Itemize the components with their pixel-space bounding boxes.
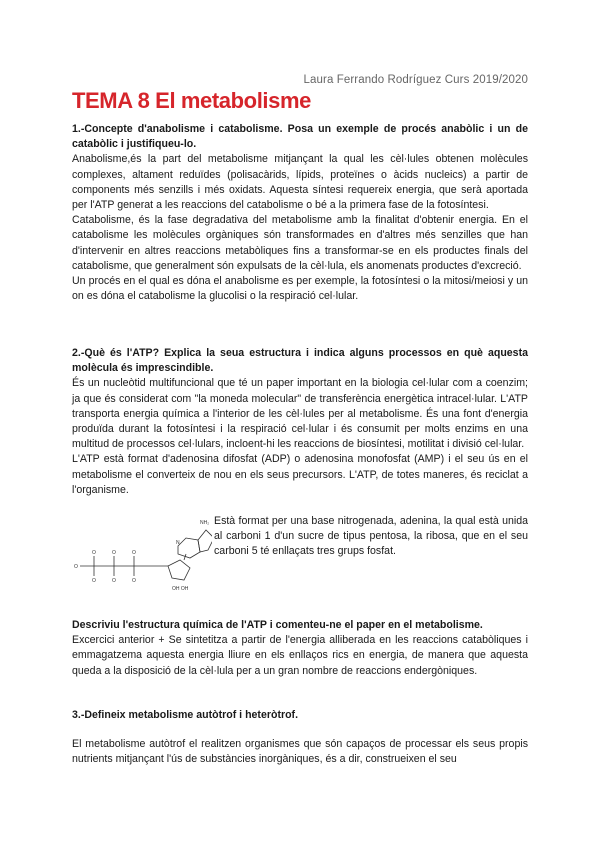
section-1 xyxy=(72,122,528,304)
atp-structure-text xyxy=(214,514,528,560)
question-2-paragraph-3: Està format per una base nitrogenada, adenina, la qual està unida al carboni 1 d'un sucre de tipus pentosa, la ribosa, que en el seu carboni 5 té enllaçats tres grups fosfat. xyxy=(214,515,528,558)
section-3 xyxy=(72,708,528,768)
svg-text:O: O xyxy=(74,564,78,570)
atp-structure-diagram xyxy=(72,516,212,596)
svg-text:O: O xyxy=(92,550,96,556)
svg-text:O: O xyxy=(112,578,116,584)
section-2 xyxy=(72,346,528,498)
question-2-heading: 2.-Què és l'ATP? Explica la seua estructura i indica alguns processos en què aquesta molècula és imprescindible. xyxy=(72,347,528,375)
svg-text:O: O xyxy=(112,550,116,556)
svg-text:O: O xyxy=(132,550,136,556)
question-1-paragraph-3: Un procés en el qual es dóna el anabolisme es per exemple, la fotosíntesi o la mitosi/meiosi y un on es dóna el catabolisme la glucolisi o la respiració cel·lular. xyxy=(72,275,528,303)
question-1-paragraph-2: Catabolisme, és la fase degradativa del metabolisme amb la finalitat d'obtenir energia. En el catabolisme les molècules orgàniques són transformades en d'altres més senzilles que han d'intervenir en altres reaccions metabòliques fins a transformar-se en els productes finals del catabolisme, que generalment són expulsats de la cèl·lula, els anomenats productes d'excreció. xyxy=(72,214,528,272)
svg-text:O: O xyxy=(132,578,136,584)
svg-text:O: O xyxy=(92,578,96,584)
question-1-heading: 1.-Concepte d'anabolisme i catabolisme. Posa un exemple de procés anabòlic i un de catabòlic i justifiqueu-lo. xyxy=(72,123,528,151)
section-2b xyxy=(72,618,528,679)
question-1-paragraph-1: Anabolisme,és la part del metabolisme mitjançant la qual les cèl·lules obtenen molècules complexes, altament reduïdes (polisacàrids, lípids, proteïnes o àcids nucleics) a partir de components més senzills i més oxidats. Aquesta síntesi requereix energia, que serà aportada per l'ATP generat a les reaccions del catabolisme o bé a la primera fase de la fotosíntesi. xyxy=(72,153,528,212)
nitrogen-label: N xyxy=(176,540,180,546)
question-3-heading: 3.-Defineix metabolisme autòtrof i heteròtrof. xyxy=(72,709,299,721)
question-2-paragraph-2: L'ATP està format d'adenosina difosfat (ADP) o adenosina monofosfat (AMP) i el seu ús en el metabolisme el converteix de nou en els seus precursors. L'ATP, de totes maneres, és reciclat a l'organisme. xyxy=(72,453,528,496)
question-3-paragraph-1: El metabolisme autòtrof el realitzen organismes que són capaços de processar els seus propis nutrients mitjançant l'ús de substàncies inorgàniques, és a dir, construeixen el seu xyxy=(72,738,528,766)
amine-label: NH₂ xyxy=(200,520,210,526)
page-title: TEMA 8 El metabolisme xyxy=(72,88,311,113)
hydroxyl-label: OH OH xyxy=(172,586,189,592)
author-line: Laura Ferrando Rodríguez Curs 2019/2020 xyxy=(303,74,528,86)
question-2b-heading: Descriviu l'estructura química de l'ATP i comenteu-ne el paper en el metabolisme. xyxy=(72,619,483,631)
question-2b-paragraph-1: Excercici anterior + Se sintetitza a partir de l'energia alliberada en les reaccions catabòliques i emmagatzema aquesta energia lliure en els enllaços rics en energia, de manera que aquesta queda a la disposició de la cèl·lula per a un gran nombre de reaccions endergòniques. xyxy=(72,634,528,677)
question-2-paragraph-1: És un nucleòtid multifuncional que té un paper important en la biologia cel·lular com a coenzim; ja que és considerat com "la moneda molecular" de transferència energètica intracel·lular. L'ATP transporta energia química a l'interior de les cèl·lules per al metabolisme. És una font d'energia produïda durant la fotosíntesi i la respiració cel·lular i és consumit per molts enzims en una multitud de processos cel·lulars, incloent-hi les reaccions de biosíntesi, motilitat i divisió cel·lular. xyxy=(72,377,528,451)
